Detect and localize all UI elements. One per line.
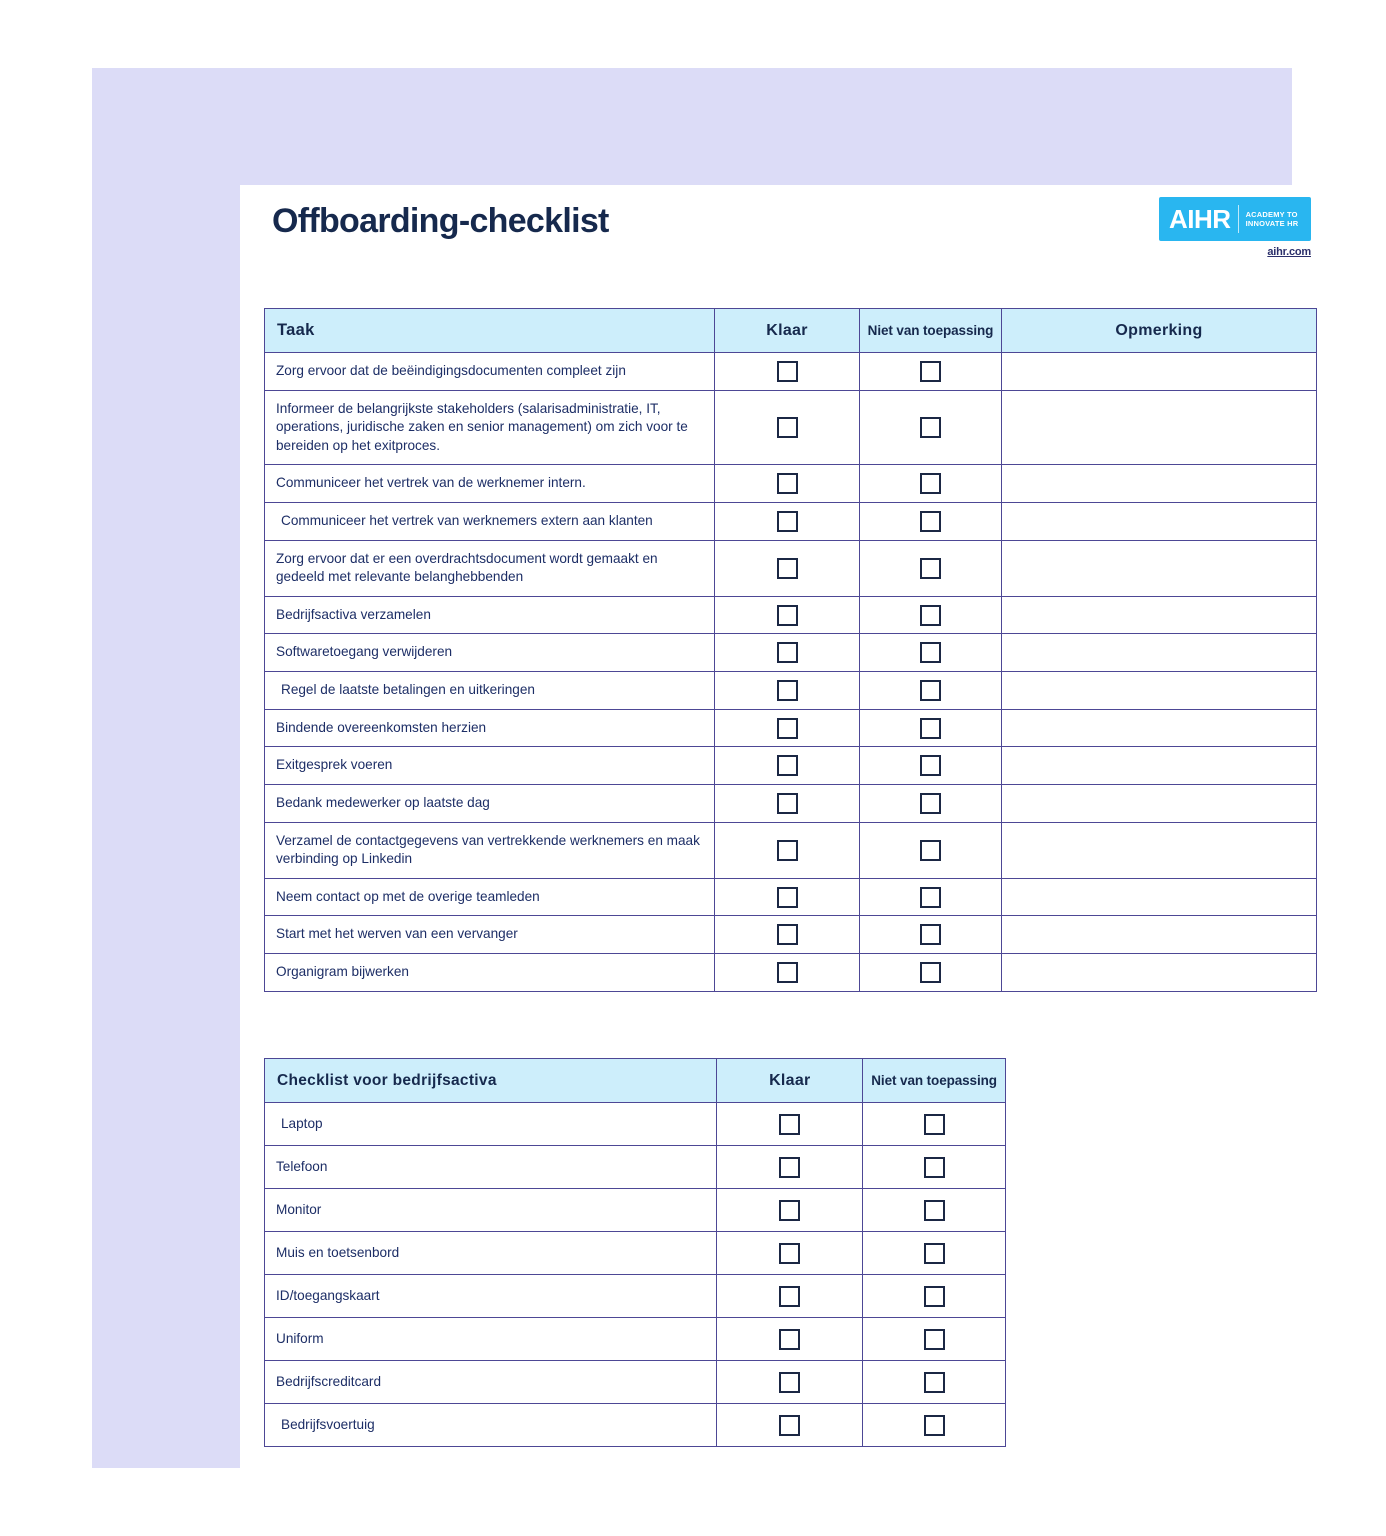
checkbox-done[interactable]	[779, 1329, 800, 1350]
remark-field[interactable]	[1002, 953, 1317, 991]
checkbox-not-applicable[interactable]	[920, 887, 941, 908]
table-cell-not-applicable[interactable]	[863, 1404, 1006, 1447]
column-header-asset: Checklist voor bedrijfsactiva	[265, 1059, 717, 1103]
table-row	[265, 709, 1317, 747]
checkbox-done[interactable]	[779, 1286, 800, 1307]
table-cell-done[interactable]	[715, 878, 860, 916]
remark-field[interactable]	[1002, 709, 1317, 747]
checkbox-done[interactable]	[777, 887, 798, 908]
table-row	[265, 634, 1317, 672]
logo-url: aihr.com	[1267, 246, 1311, 258]
checkbox-not-applicable[interactable]	[920, 605, 941, 626]
task-label: Zorg ervoor dat er een overdrachtsdocument wordt gemaakt en gedeeld met relevante belanghebbenden	[265, 540, 715, 596]
table-cell-done[interactable]	[715, 822, 860, 878]
checkbox-not-applicable[interactable]	[924, 1329, 945, 1350]
remark-field[interactable]	[1002, 540, 1317, 596]
table-row	[265, 503, 1317, 541]
remark-field[interactable]	[1002, 822, 1317, 878]
table-cell-done[interactable]	[715, 634, 860, 672]
table-cell-done[interactable]	[717, 1404, 863, 1447]
checkbox-not-applicable[interactable]	[920, 511, 941, 532]
table-cell-not-applicable[interactable]	[860, 540, 1002, 596]
table-cell-done[interactable]	[717, 1189, 863, 1232]
table-cell-done[interactable]	[715, 465, 860, 503]
table-cell-not-applicable[interactable]	[860, 878, 1002, 916]
checkbox-done[interactable]	[777, 473, 798, 494]
task-label: Softwaretoegang verwijderen	[265, 634, 715, 672]
task-label: Verzamel de contactgegevens van vertrekkende werknemers en maak verbinding op Linkedin	[265, 822, 715, 878]
checkbox-done[interactable]	[779, 1243, 800, 1264]
task-label: Communiceer het vertrek van werknemers extern aan klanten	[265, 503, 715, 541]
checkbox-not-applicable[interactable]	[924, 1372, 945, 1393]
table-row	[265, 353, 1317, 391]
checkbox-not-applicable[interactable]	[920, 755, 941, 776]
logo-tagline	[1246, 210, 1299, 229]
column-header-asset-done: Klaar	[717, 1059, 863, 1103]
table-row	[265, 540, 1317, 596]
checkbox-done[interactable]	[777, 361, 798, 382]
checkbox-not-applicable[interactable]	[920, 680, 941, 701]
checkbox-done[interactable]	[779, 1200, 800, 1221]
remark-field[interactable]	[1002, 503, 1317, 541]
column-header-done: Klaar	[715, 309, 860, 353]
table-row	[265, 784, 1317, 822]
checkbox-done[interactable]	[777, 962, 798, 983]
tasks-table-header-row	[265, 309, 1317, 353]
asset-label: Laptop	[265, 1103, 717, 1146]
table-row	[265, 1404, 1006, 1447]
table-cell-not-applicable[interactable]	[863, 1103, 1006, 1146]
table-cell-not-applicable[interactable]	[863, 1275, 1006, 1318]
checkbox-done[interactable]	[779, 1157, 800, 1178]
checkbox-not-applicable[interactable]	[924, 1200, 945, 1221]
table-cell-done[interactable]	[715, 353, 860, 391]
checkbox-not-applicable[interactable]	[920, 718, 941, 739]
checkbox-done[interactable]	[777, 642, 798, 663]
page-title: Offboarding-checklist	[272, 202, 609, 240]
column-header-task: Taak	[265, 309, 715, 353]
asset-label: Bedrijfsvoertuig	[265, 1404, 717, 1447]
task-label: Exitgesprek voeren	[265, 747, 715, 785]
task-label: Start met het werven van een vervanger	[265, 916, 715, 954]
checkbox-not-applicable[interactable]	[920, 840, 941, 861]
logo-wordmark: AIHR	[1169, 204, 1231, 234]
table-cell-not-applicable[interactable]	[860, 672, 1002, 710]
document-header	[240, 185, 1334, 303]
table-cell-done[interactable]	[715, 672, 860, 710]
logo-badge	[1159, 197, 1311, 241]
table-row	[265, 1232, 1006, 1275]
tasks-table	[264, 308, 1317, 992]
table-row	[265, 390, 1317, 465]
task-label: Regel de laatste betalingen en uitkeringen	[265, 672, 715, 710]
table-cell-not-applicable[interactable]	[860, 916, 1002, 954]
table-cell-done[interactable]	[715, 390, 860, 465]
table-row	[265, 1318, 1006, 1361]
table-cell-done[interactable]	[717, 1103, 863, 1146]
remark-field[interactable]	[1002, 916, 1317, 954]
assets-table-header-row	[265, 1059, 1006, 1103]
table-cell-done[interactable]	[717, 1361, 863, 1404]
checkbox-done[interactable]	[777, 755, 798, 776]
remark-field[interactable]	[1002, 784, 1317, 822]
table-cell-not-applicable[interactable]	[860, 503, 1002, 541]
table-cell-not-applicable[interactable]	[863, 1189, 1006, 1232]
asset-label: Telefoon	[265, 1146, 717, 1189]
asset-label: Bedrijfscreditcard	[265, 1361, 717, 1404]
asset-label: Uniform	[265, 1318, 717, 1361]
checkbox-done[interactable]	[777, 511, 798, 532]
table-row	[265, 822, 1317, 878]
table-cell-done[interactable]	[715, 503, 860, 541]
table-cell-done[interactable]	[715, 596, 860, 634]
task-label: Communiceer het vertrek van de werknemer intern.	[265, 465, 715, 503]
table-cell-not-applicable[interactable]	[860, 822, 1002, 878]
checkbox-done[interactable]	[777, 605, 798, 626]
checkbox-done[interactable]	[777, 558, 798, 579]
checkbox-done[interactable]	[779, 1372, 800, 1393]
checkbox-done[interactable]	[777, 793, 798, 814]
checkbox-not-applicable[interactable]	[924, 1157, 945, 1178]
logo-divider	[1238, 205, 1239, 233]
table-cell-not-applicable[interactable]	[863, 1232, 1006, 1275]
checkbox-not-applicable[interactable]	[920, 924, 941, 945]
table-row	[265, 1275, 1006, 1318]
logo-tagline-line2: INNOVATE HR	[1245, 219, 1299, 228]
column-header-remark: Opmerking	[1002, 309, 1317, 353]
checkbox-not-applicable[interactable]	[924, 1243, 945, 1264]
checkbox-not-applicable[interactable]	[924, 1114, 945, 1135]
column-header-asset-not-applicable: Niet van toepassing	[863, 1059, 1006, 1103]
table-row	[265, 1103, 1006, 1146]
table-cell-done[interactable]	[715, 747, 860, 785]
table-cell-not-applicable[interactable]	[860, 353, 1002, 391]
table-row	[265, 916, 1317, 954]
task-label: Informeer de belangrijkste stakeholders (salarisadministratie, IT, operations, juridische zaken en senior management) om zich voor te bereiden op het exitproces.	[265, 390, 715, 465]
table-cell-done[interactable]	[717, 1318, 863, 1361]
remark-field[interactable]	[1002, 634, 1317, 672]
table-row	[265, 596, 1317, 634]
checkbox-not-applicable[interactable]	[924, 1415, 945, 1436]
table-cell-not-applicable[interactable]	[860, 747, 1002, 785]
task-label: Bindende overeenkomsten herzien	[265, 709, 715, 747]
asset-label: Muis en toetsenbord	[265, 1232, 717, 1275]
table-cell-not-applicable[interactable]	[860, 390, 1002, 465]
remark-field[interactable]	[1002, 465, 1317, 503]
table-row	[265, 672, 1317, 710]
checkbox-done[interactable]	[777, 840, 798, 861]
table-cell-not-applicable[interactable]	[863, 1146, 1006, 1189]
task-label: Bedank medewerker op laatste dag	[265, 784, 715, 822]
table-cell-done[interactable]	[715, 953, 860, 991]
table-cell-not-applicable[interactable]	[863, 1318, 1006, 1361]
remark-field[interactable]	[1002, 878, 1317, 916]
table-cell-done[interactable]	[717, 1275, 863, 1318]
remark-field[interactable]	[1002, 747, 1317, 785]
table-row	[265, 465, 1317, 503]
checkbox-done[interactable]	[777, 718, 798, 739]
remark-field[interactable]	[1002, 672, 1317, 710]
task-label: Bedrijfsactiva verzamelen	[265, 596, 715, 634]
checkbox-done[interactable]	[779, 1415, 800, 1436]
table-row	[265, 953, 1317, 991]
checkbox-not-applicable[interactable]	[920, 793, 941, 814]
table-row	[265, 1361, 1006, 1404]
table-cell-done[interactable]	[715, 784, 860, 822]
checkbox-done[interactable]	[777, 417, 798, 438]
table-cell-not-applicable[interactable]	[860, 596, 1002, 634]
table-cell-done[interactable]	[715, 916, 860, 954]
task-label: Zorg ervoor dat de beëindigingsdocumenten compleet zijn	[265, 353, 715, 391]
remark-field[interactable]	[1002, 390, 1317, 465]
checkbox-done[interactable]	[777, 680, 798, 701]
table-cell-done[interactable]	[717, 1232, 863, 1275]
table-row	[265, 878, 1317, 916]
checkbox-not-applicable[interactable]	[920, 473, 941, 494]
asset-label: Monitor	[265, 1189, 717, 1232]
tasks-table-body	[265, 353, 1317, 992]
checkbox-not-applicable[interactable]	[920, 417, 941, 438]
checkbox-done[interactable]	[777, 924, 798, 945]
table-cell-done[interactable]	[715, 540, 860, 596]
table-cell-not-applicable[interactable]	[860, 953, 1002, 991]
table-cell-not-applicable[interactable]	[860, 465, 1002, 503]
checkbox-not-applicable[interactable]	[920, 642, 941, 663]
logo-tagline-line1: ACADEMY TO	[1245, 209, 1298, 219]
table-cell-done[interactable]	[715, 709, 860, 747]
table-cell-not-applicable[interactable]	[860, 709, 1002, 747]
document-card	[240, 185, 1334, 1488]
table-cell-not-applicable[interactable]	[860, 784, 1002, 822]
checkbox-not-applicable[interactable]	[920, 558, 941, 579]
table-cell-not-applicable[interactable]	[860, 634, 1002, 672]
checkbox-done[interactable]	[779, 1114, 800, 1135]
table-row	[265, 1189, 1006, 1232]
remark-field[interactable]	[1002, 353, 1317, 391]
page-frame	[92, 68, 1311, 1468]
checkbox-not-applicable[interactable]	[920, 962, 941, 983]
assets-table-body	[265, 1103, 1006, 1447]
column-header-not-applicable: Niet van toepassing	[860, 309, 1002, 353]
task-label: Neem contact op met de overige teamleden	[265, 878, 715, 916]
table-row	[265, 1146, 1006, 1189]
task-label: Organigram bijwerken	[265, 953, 715, 991]
checkbox-not-applicable[interactable]	[924, 1286, 945, 1307]
table-cell-not-applicable[interactable]	[863, 1361, 1006, 1404]
checkbox-not-applicable[interactable]	[920, 361, 941, 382]
asset-label: ID/toegangskaart	[265, 1275, 717, 1318]
assets-table	[264, 1058, 1006, 1447]
table-cell-done[interactable]	[717, 1146, 863, 1189]
table-row	[265, 747, 1317, 785]
aihr-logo	[1159, 197, 1311, 258]
remark-field[interactable]	[1002, 596, 1317, 634]
